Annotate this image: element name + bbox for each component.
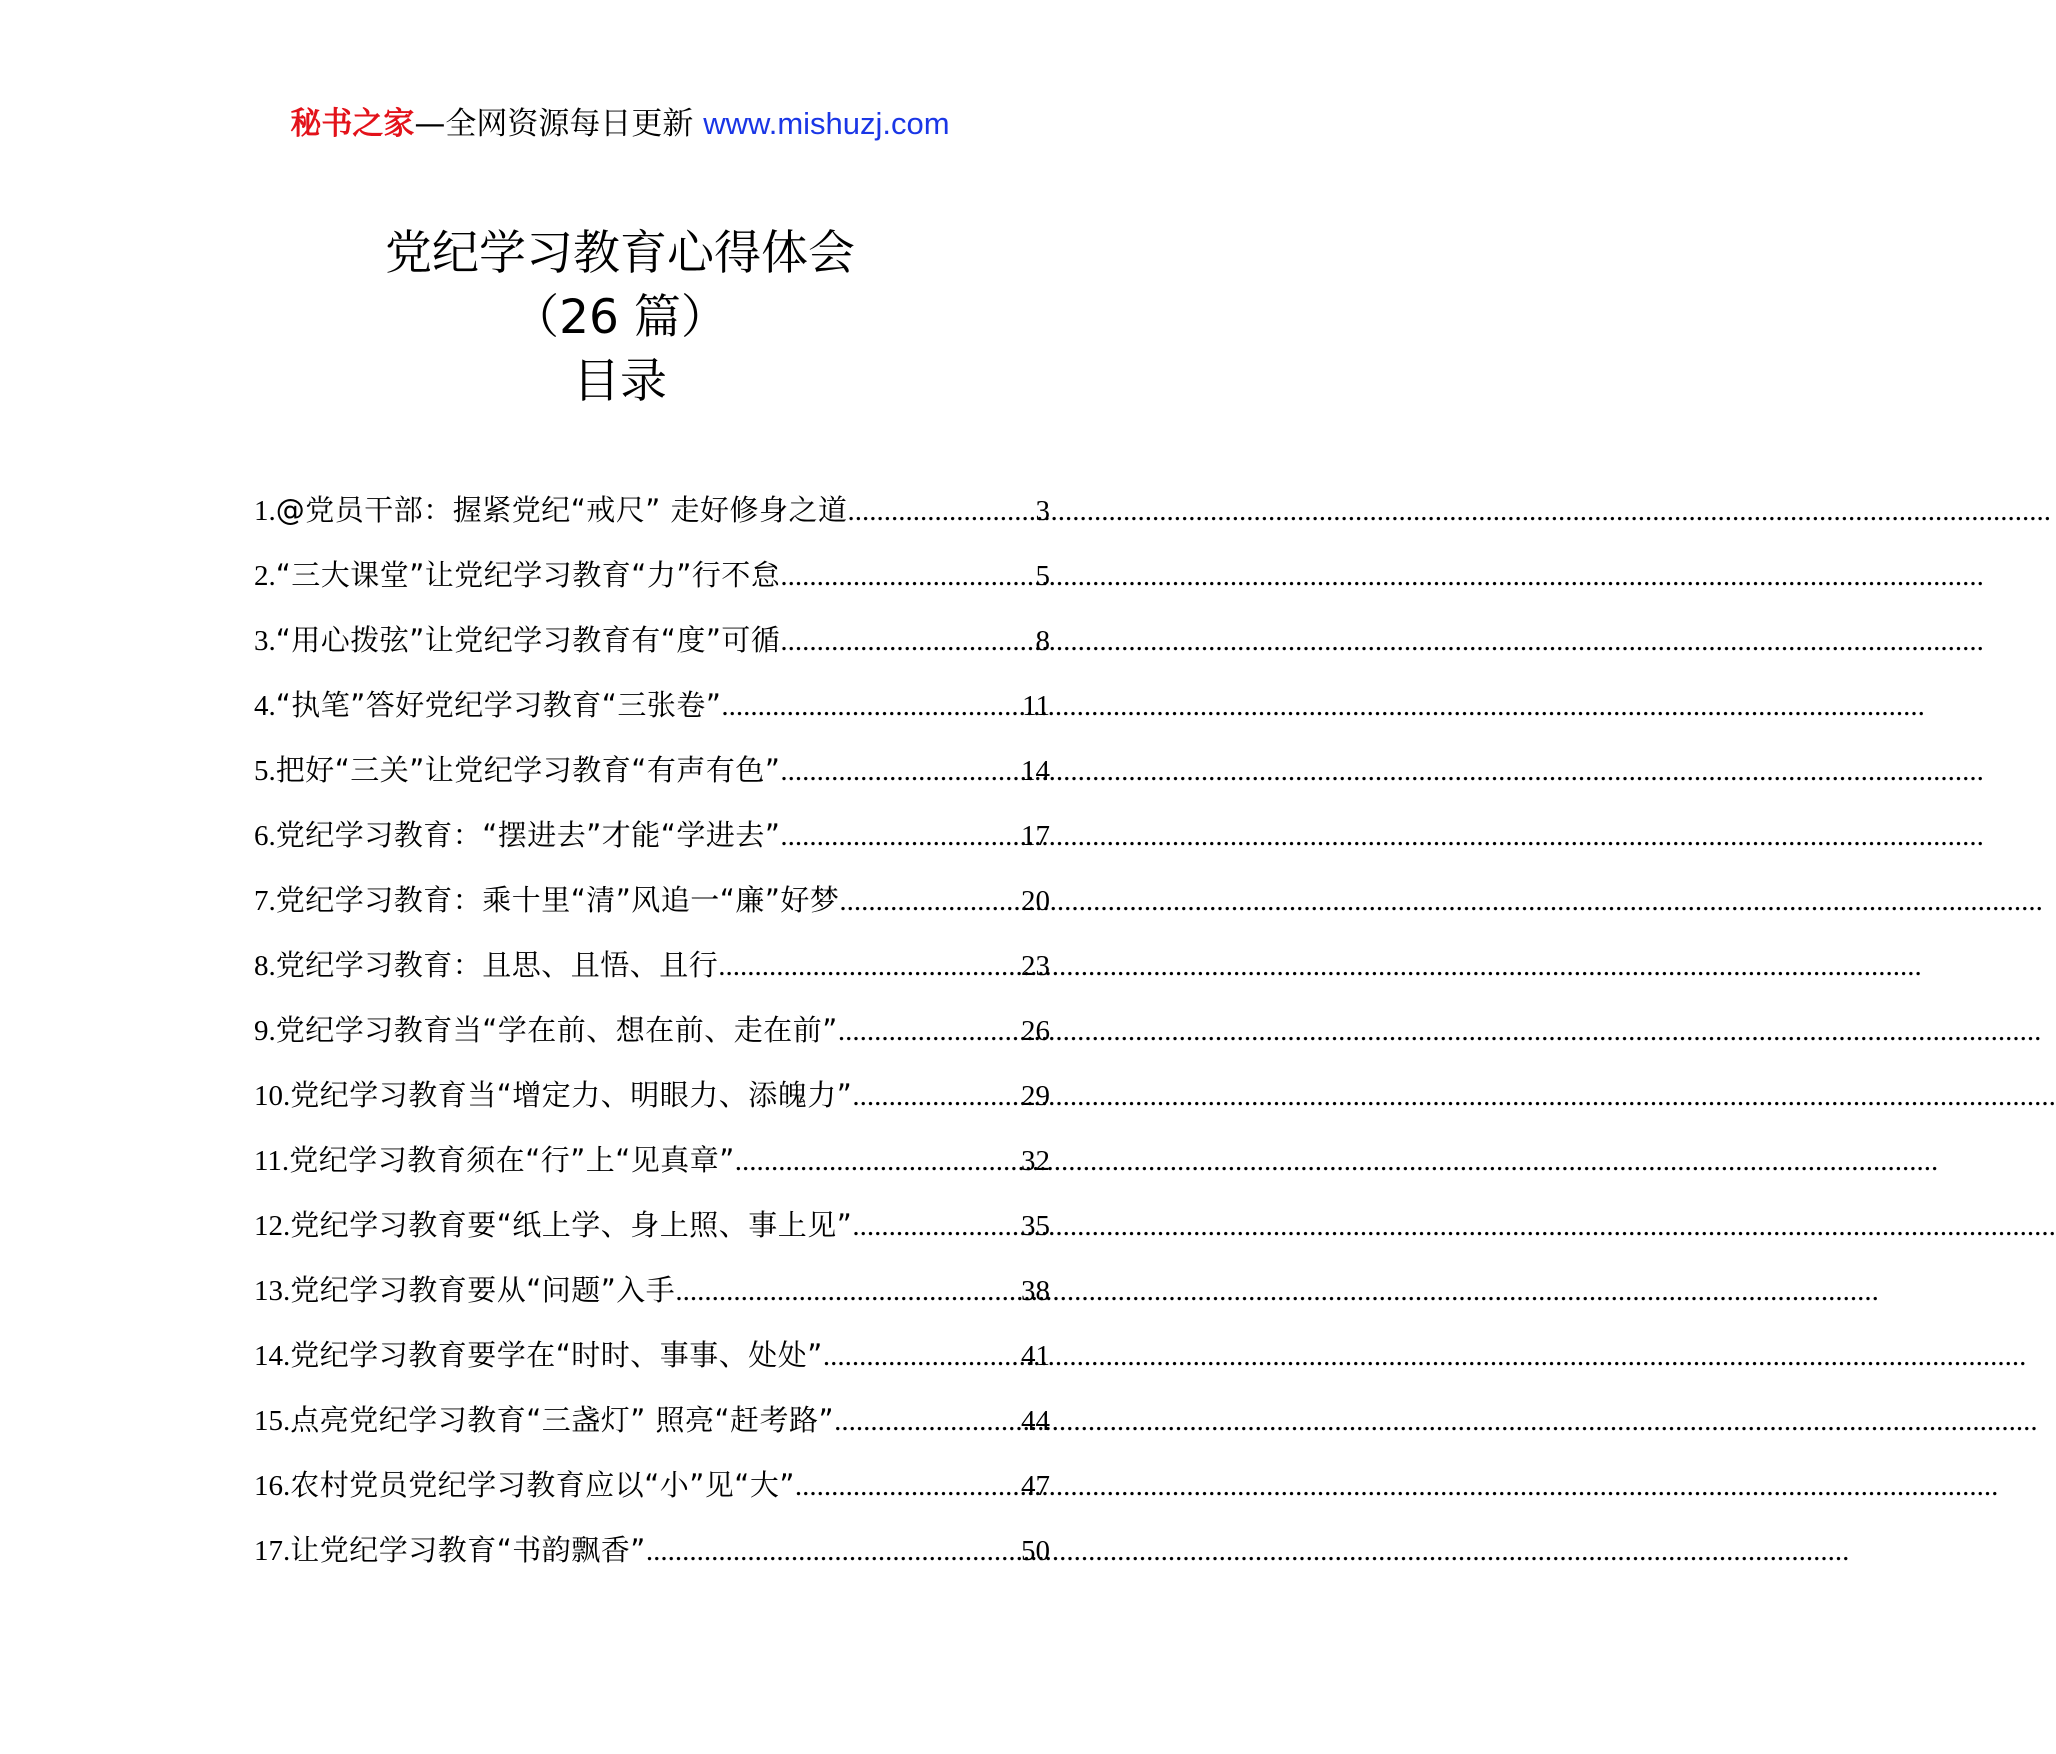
header-slogan: —全网资源每日更新 xyxy=(414,106,704,142)
toc-entry-page: 14 xyxy=(1021,755,1050,787)
toc-dot-leader xyxy=(852,1206,1021,1246)
toc-entry[interactable] xyxy=(254,555,1050,620)
toc-entry-title: 党纪学习教育要学在“时时、事事、处处” xyxy=(290,1338,823,1372)
toc-entry-title: 农村党员党纪学习教育应以“小”见“大” xyxy=(290,1468,795,1502)
toc-entry[interactable] xyxy=(254,1140,1050,1205)
toc-entry-page: 26 xyxy=(1021,1015,1050,1047)
toc-entry-number: 3. xyxy=(254,625,276,657)
toc-entry-number: 17. xyxy=(254,1535,291,1567)
toc-dot-leader xyxy=(780,816,1021,856)
toc-entry-page: 11 xyxy=(1022,690,1050,722)
document-title: 党纪学习教育心得体会 xyxy=(385,226,855,281)
toc-dot-leader xyxy=(780,751,1021,791)
toc-entry-number: 9. xyxy=(254,1015,276,1047)
toc-entry-page: 17 xyxy=(1021,820,1050,852)
toc-entry-number: 13. xyxy=(254,1275,291,1307)
toc-entry-number: 2. xyxy=(254,560,276,592)
toc-entry-title: “执笔”答好党纪学习教育“三张卷” xyxy=(275,688,722,722)
toc-dot-leader xyxy=(780,556,1035,596)
toc-entry[interactable] xyxy=(254,1205,1050,1270)
toc-entry[interactable] xyxy=(254,750,1050,815)
toc-dot-leader xyxy=(675,1271,1021,1311)
toc-dot-leader xyxy=(848,491,1036,531)
toc-entry-number: 15. xyxy=(254,1405,291,1437)
toc-entry[interactable] xyxy=(254,1465,1050,1530)
toc-entry[interactable] xyxy=(254,815,1050,880)
toc-entry-page: 47 xyxy=(1021,1470,1050,1502)
toc-entry-page: 20 xyxy=(1021,885,1050,917)
toc-dot-leader xyxy=(735,1141,1021,1181)
brand-name: 秘书之家 xyxy=(290,106,415,142)
toc-dot-leader xyxy=(823,1336,1021,1376)
toc-entry-page: 29 xyxy=(1021,1080,1050,1112)
toc-entry[interactable] xyxy=(254,685,1050,750)
toc-entry-title: “三大课堂”让党纪学习教育“力”行不怠 xyxy=(275,558,781,592)
toc-heading: 目录 xyxy=(573,354,667,409)
toc-entry-page: 38 xyxy=(1021,1275,1050,1307)
toc-entry-number: 1. xyxy=(254,495,276,527)
toc-entry[interactable] xyxy=(254,1530,1050,1595)
toc-entry-number: 5. xyxy=(254,755,276,787)
toc-entry-number: 4. xyxy=(254,690,276,722)
toc-entry-title: @党员干部：握紧党纪“戒尺” 走好修身之道 xyxy=(275,493,848,527)
toc-entry-page: 41 xyxy=(1021,1340,1050,1372)
toc-entry[interactable] xyxy=(254,1400,1050,1465)
toc-entry-number: 6. xyxy=(254,820,276,852)
toc-dot-leader xyxy=(780,621,1035,661)
toc-entry-title: 党纪学习教育要“纸上学、身上照、事上见” xyxy=(290,1208,853,1242)
toc-entry-title: 党纪学习教育：乘十里“清”风追一“廉”好梦 xyxy=(275,883,840,917)
table-of-contents xyxy=(254,490,1050,1595)
toc-entry-page: 44 xyxy=(1021,1405,1050,1437)
toc-entry[interactable] xyxy=(254,1335,1050,1400)
toc-dot-leader xyxy=(646,1531,1021,1571)
toc-dot-leader xyxy=(852,1076,1021,1116)
toc-entry[interactable] xyxy=(254,880,1050,945)
toc-entry-title: 党纪学习教育当“学在前、想在前、走在前” xyxy=(275,1013,838,1047)
toc-entry-title: 点亮党纪学习教育“三盏灯” 照亮“赶考路” xyxy=(290,1403,835,1437)
toc-entry[interactable] xyxy=(254,1010,1050,1075)
toc-entry[interactable] xyxy=(254,490,1050,555)
toc-entry[interactable] xyxy=(254,1075,1050,1140)
toc-entry-page: 35 xyxy=(1021,1210,1050,1242)
toc-dot-leader xyxy=(795,1466,1021,1506)
toc-entry-title: “用心拨弦”让党纪学习教育有“度”可循 xyxy=(275,623,781,657)
toc-entry-title: 党纪学习教育：“摆进去”才能“学进去” xyxy=(275,818,781,852)
toc-entry-page: 50 xyxy=(1021,1535,1050,1567)
toc-entry-title: 党纪学习教育：且思、且悟、且行 xyxy=(275,948,719,982)
toc-entry-number: 8. xyxy=(254,950,276,982)
document-subtitle: （26 篇） xyxy=(512,290,728,345)
toc-entry-title: 让党纪学习教育“书韵飘香” xyxy=(290,1533,646,1567)
site-header xyxy=(0,104,1240,144)
toc-entry-page: 32 xyxy=(1021,1145,1050,1177)
toc-dot-leader xyxy=(718,946,1021,986)
toc-entry-number: 12. xyxy=(254,1210,291,1242)
site-url-link[interactable]: www.mishuzj.com xyxy=(703,106,950,141)
toc-dot-leader xyxy=(839,881,1021,921)
toc-entry-number: 7. xyxy=(254,885,276,917)
document-title-block xyxy=(0,222,1240,414)
toc-entry-number: 10. xyxy=(254,1080,291,1112)
toc-entry-title: 党纪学习教育要从“问题”入手 xyxy=(290,1273,676,1307)
toc-entry-page: 8 xyxy=(1035,625,1050,657)
toc-entry[interactable] xyxy=(254,620,1050,685)
toc-entry[interactable] xyxy=(254,1270,1050,1335)
toc-entry[interactable] xyxy=(254,945,1050,1010)
toc-entry-title: 把好“三关”让党纪学习教育“有声有色” xyxy=(275,753,781,787)
toc-entry-page: 3 xyxy=(1035,495,1050,527)
toc-dot-leader xyxy=(834,1401,1021,1441)
toc-entry-number: 14. xyxy=(254,1340,291,1372)
toc-dot-leader xyxy=(838,1011,1021,1051)
toc-entry-number: 11. xyxy=(254,1145,290,1177)
toc-entry-number: 16. xyxy=(254,1470,291,1502)
toc-entry-page: 5 xyxy=(1035,560,1050,592)
toc-entry-title: 党纪学习教育须在“行”上“见真章” xyxy=(289,1143,735,1177)
toc-dot-leader xyxy=(721,686,1022,726)
toc-entry-page: 23 xyxy=(1021,950,1050,982)
toc-entry-title: 党纪学习教育当“增定力、明眼力、添魄力” xyxy=(290,1078,853,1112)
